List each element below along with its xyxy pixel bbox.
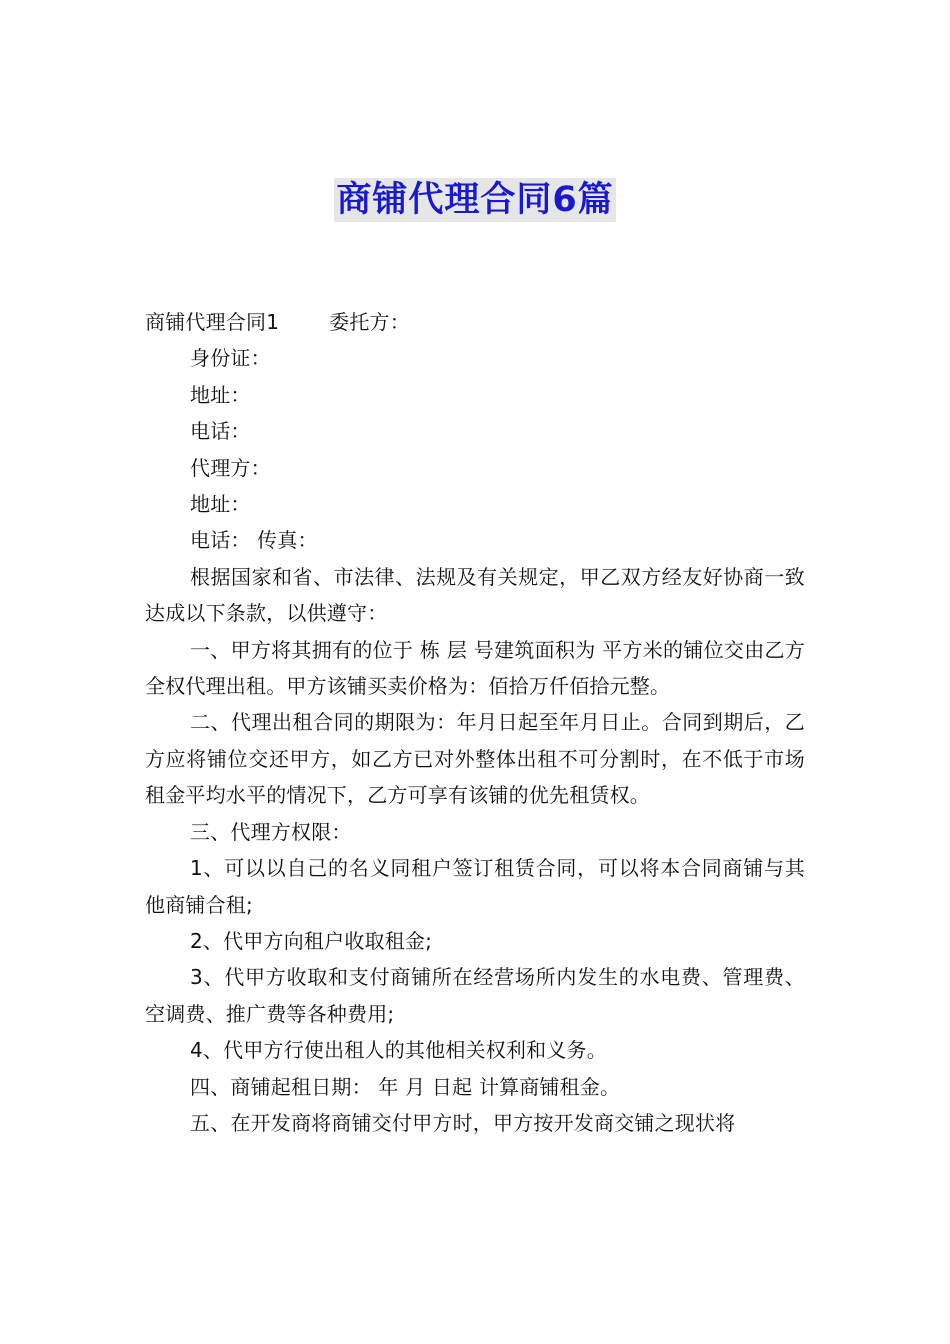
contract-heading: 商铺代理合同1 bbox=[145, 310, 280, 334]
clause-3-item-4: 4、代甲方行使出租人的其他相关权利和义务。 bbox=[190, 1038, 607, 1063]
client-party-label: 委托方： bbox=[329, 310, 410, 334]
document-body bbox=[145, 304, 805, 1141]
client-phone-line: 电话： bbox=[190, 419, 251, 444]
title-container bbox=[0, 178, 950, 222]
agent-party-line: 代理方： bbox=[190, 455, 271, 480]
clause-4: 四、商铺起租日期： 年 月 日起 计算商铺租金。 bbox=[190, 1074, 621, 1099]
clause-3-heading: 三、代理方权限： bbox=[190, 819, 352, 844]
clause-5: 五、在开发商将商铺交付甲方时，甲方按开发商交铺之现状将 bbox=[190, 1110, 736, 1135]
agent-address-line: 地址： bbox=[190, 492, 251, 517]
document-title: 商铺代理合同6篇 bbox=[336, 180, 614, 220]
clause-1: 一、甲方将其拥有的位于 栋 层 号建筑面积为 平方米的铺位交由乙方全权代理出租。甲方该铺买卖价格为：佰拾万仟佰拾元整。 bbox=[145, 637, 805, 699]
clause-3-item-1: 1、可以以自己的名义同租户签订租赁合同，可以将本合同商铺与其他商铺合租; bbox=[145, 856, 805, 917]
clause-2: 二、代理出租合同的期限为：年月日起至年月日止。合同到期后，乙方应将铺位交还甲方，如乙方已对外整体出租不可分割时，在不低于市场租金平均水平的情况下，乙方可享有该铺的优先租赁权。 bbox=[145, 710, 805, 808]
preamble-paragraph: 根据国家和省、市法律、法规及有关规定，甲乙双方经友好协商一致达成以下条款，以供遵守： bbox=[145, 564, 805, 626]
client-address-line: 地址： bbox=[190, 382, 251, 407]
clause-3-item-3: 3、代甲方收取和支付商铺所在经营场所内发生的水电费、管理费、空调费、推广费等各种费用; bbox=[145, 965, 805, 1026]
agent-phone-fax-line: 电话： 传真： bbox=[190, 528, 318, 553]
id-card-line: 身份证： bbox=[190, 346, 271, 371]
intro-line bbox=[145, 304, 805, 340]
clause-3-item-2: 2、代甲方向租户收取租金; bbox=[190, 928, 433, 953]
